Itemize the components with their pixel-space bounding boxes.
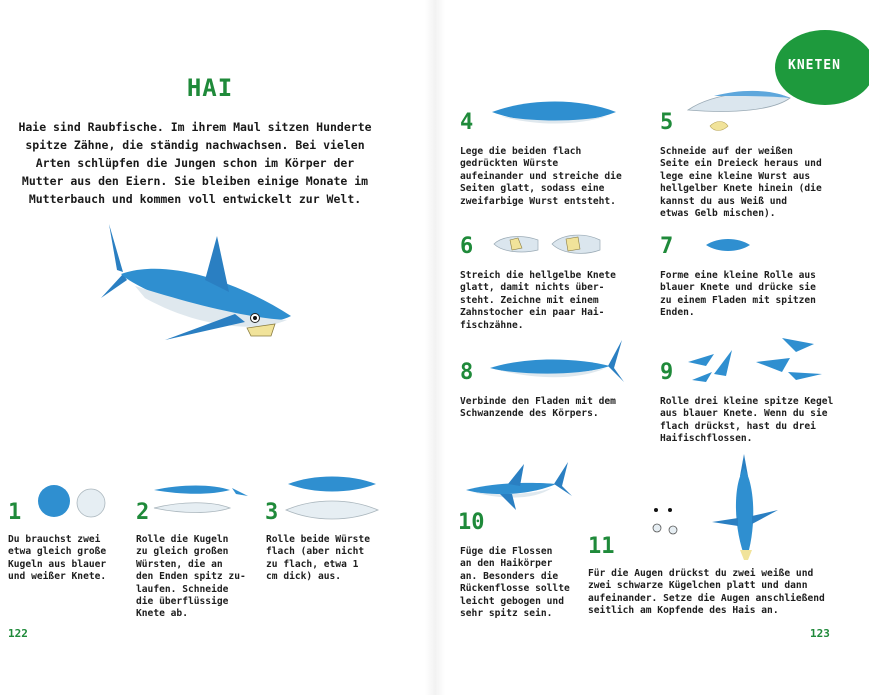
step-5-illustration <box>684 84 794 140</box>
page-title: HAI <box>186 74 234 102</box>
fin-cone-4 <box>782 338 814 352</box>
step-9-text: Rolle drei kleine spitze Kegel aus blauer Knete. Wenn du sie flach drückst, hast du drei Haifischflossen. <box>660 396 834 445</box>
step-11-number: 11 <box>588 534 615 559</box>
white-clay-ball <box>77 489 105 517</box>
step-11-text: Für die Augen drückst du zwei weiße und zwei schwarze Kügelchen platt und dann aufeinander. Setze die Augen anschließend seitlich am Kopfende des Hais an. <box>588 568 825 617</box>
fin-cone-1 <box>688 354 714 366</box>
topview-body <box>736 468 753 560</box>
yellow-clay-piece <box>710 122 728 131</box>
step-10-text: Füge die Flossen an den Haikörper an. Besonders die Rückenflosse sollte leicht gebogen und sehr spitz sein. <box>460 546 570 620</box>
step-2-illustration <box>152 482 252 522</box>
book-fold <box>425 0 445 695</box>
assembled-tail <box>554 462 572 496</box>
step-4-text: Lege die beiden flach gedrückten Würste aufeinander und streiche die Seiten glatt, sodass eine zweifarbige Wurst entsteht. <box>460 146 622 207</box>
white-flat-roll <box>286 501 378 519</box>
tail-fin <box>608 340 624 382</box>
step-3-illustration <box>284 474 380 526</box>
fin-cone-2 <box>714 350 732 376</box>
step-3-text: Rolle beide Würste flach (aber nicht zu flach, etwa 1 cm dick) aus. <box>266 534 370 583</box>
black-eye-ball-2 <box>668 508 672 512</box>
step-5-text: Schneide auf der weißen Seite ein Dreieck heraus und lege eine kleine Wurst aus hellgelber Knete hinein (die kannst du aus Weiß und etwas Gelb mischen). <box>660 146 822 220</box>
two-tone-roll <box>492 102 616 123</box>
black-eye-ball-1 <box>654 508 658 512</box>
white-eye-ball-1 <box>653 524 661 532</box>
white-clay-roll <box>154 503 230 513</box>
step-9-illustration <box>686 336 826 386</box>
page-number-left: 122 <box>8 627 28 640</box>
topview-fin-right <box>752 510 778 524</box>
step-1-illustration <box>34 480 114 522</box>
step-2-number: 2 <box>136 500 150 525</box>
white-eye-ball-2 <box>669 526 677 534</box>
finished-shark-illustration <box>95 222 305 352</box>
step-8-text: Verbinde den Fladen mit dem Schwanzende des Körpers. <box>460 396 616 420</box>
step-2-text: Rolle die Kugeln zu gleich großen Würsten, die an den Enden spitz zu- laufen. Schneide die überflüssige Knete ab. <box>136 534 246 620</box>
step-9-number: 9 <box>660 360 674 385</box>
step-11-shark-topview <box>710 452 780 564</box>
step-10-number: 10 <box>458 510 485 535</box>
category-badge-label: KNETEN <box>788 58 841 73</box>
step-7-number: 7 <box>660 234 674 259</box>
fin-cone-5 <box>788 372 822 380</box>
step-1-number: 1 <box>8 500 22 525</box>
blue-clay-ball <box>38 485 70 517</box>
step-6-number: 6 <box>460 234 474 259</box>
page-number-right: 123 <box>810 627 830 640</box>
teeth-right <box>566 237 580 251</box>
step-7-illustration <box>704 236 752 254</box>
step-6-illustration <box>492 230 602 258</box>
step-11-eye-parts <box>648 506 688 536</box>
step-4-number: 4 <box>460 110 474 135</box>
topview-teeth <box>740 550 752 560</box>
topview-fin-left <box>712 518 738 526</box>
step-4-illustration <box>490 98 618 128</box>
step-5-number: 5 <box>660 110 674 135</box>
step-7-text: Forme eine kleine Rolle aus blauer Knete und drücke sie zu einem Fladen mit spitzen Enden. <box>660 270 816 319</box>
shark-tail <box>109 224 123 272</box>
blue-clay-offcut <box>232 488 248 496</box>
step-3-number: 3 <box>265 500 279 525</box>
step-1-text: Du brauchst zwei etwa gleich große Kugeln aus blauer und weißer Knete. <box>8 534 107 583</box>
step-6-text: Streich die hellgelbe Knete glatt, damit nichts über- steht. Zeichne mit einem Zahnstocher ein paar Hai- fischzähne. <box>460 270 616 331</box>
fin-cone-3 <box>756 358 790 372</box>
step-8-illustration <box>488 338 626 384</box>
shark-tail-lower <box>101 274 127 298</box>
intro-text: Haie sind Raubfische. Im ihrem Maul sitzen Hunderte spitze Zähne, die ständig nachwachsen. Bei vielen Arten schlüpfen die Jungen schon im Körper der Mutter aus den Eiern. Sie bleiben einige Monate im Mutterbauch und kommen voll entwickelt zur Welt. <box>18 120 372 206</box>
step-8-number: 8 <box>460 360 474 385</box>
shark-pupil <box>253 316 257 320</box>
blue-flat-roll <box>288 477 376 492</box>
blue-flat-tail-piece <box>706 239 750 251</box>
step-10-illustration <box>464 460 574 512</box>
blue-clay-roll <box>154 486 230 494</box>
assembled-dorsal <box>508 464 524 486</box>
fin-cone-6 <box>692 372 712 382</box>
